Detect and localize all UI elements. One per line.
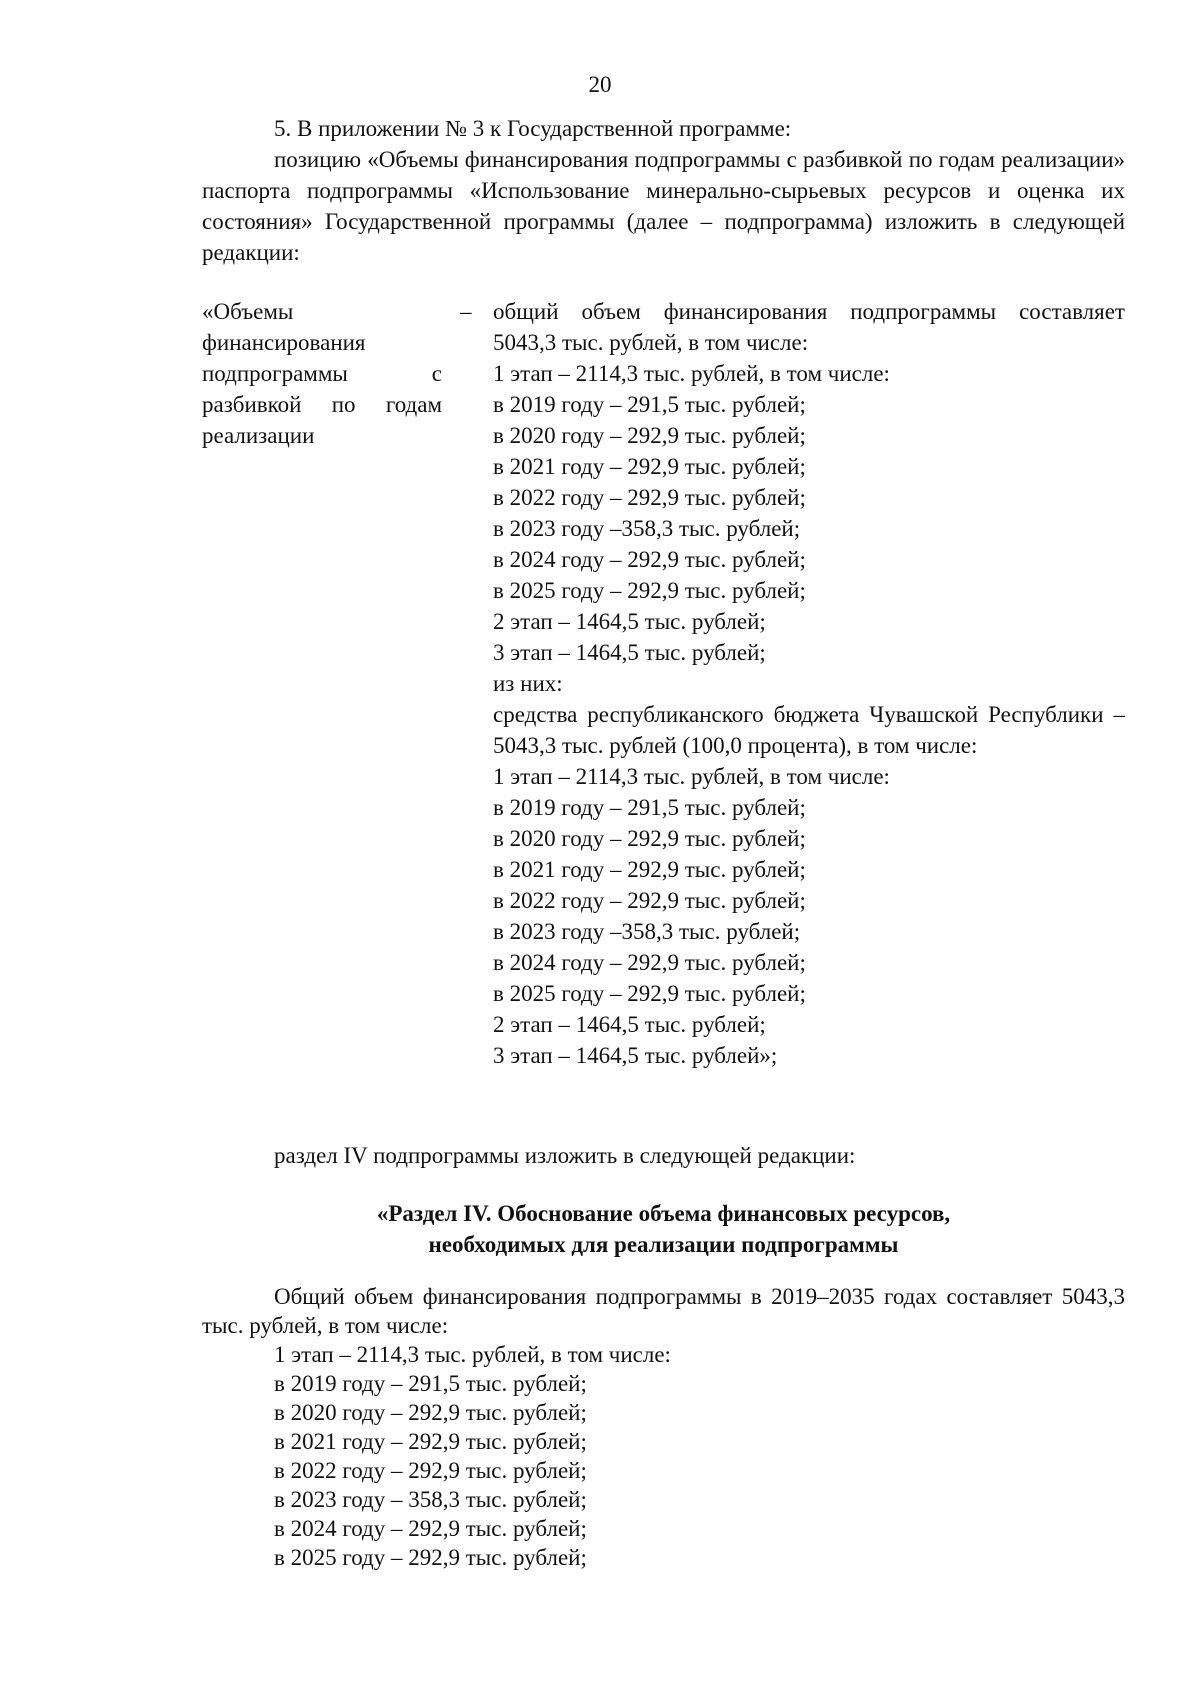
page-number: 20	[588, 72, 612, 97]
passport-line: в 2022 году – 292,9 тыс. рублей;	[493, 485, 806, 510]
section-line: 1 этап – 2114,3 тыс. рублей, в том числе:	[274, 1342, 671, 1367]
passport-line: 1 этап – 2114,3 тыс. рублей, в том числе:	[493, 361, 890, 386]
passport-line: в 2021 году – 292,9 тыс. рублей;	[493, 857, 806, 882]
section-paragraph: Общий объем финансирования подпрограммы в 2019–2035 годах составляет 5043,3 тыс. рублей, в том числе:	[202, 1284, 1125, 1338]
section-lead: раздел IV подпрограммы изложить в следующей редакции:	[274, 1143, 856, 1168]
section-line: в 2023 году – 358,3 тыс. рублей;	[274, 1487, 587, 1512]
passport-line: в 2020 году – 292,9 тыс. рублей;	[493, 423, 806, 448]
section-title	[202, 1198, 1125, 1260]
passport-line: в 2025 году – 292,9 тыс. рублей;	[493, 578, 806, 603]
passport-dash: –	[460, 299, 472, 324]
section-title-line: необходимых для реализации подпрограммы	[428, 1232, 899, 1257]
passport-line: в 2022 году – 292,9 тыс. рублей;	[493, 888, 806, 913]
passport-line: 3 этап – 1464,5 тыс. рублей»;	[493, 1043, 778, 1068]
passport-line: в 2023 году –358,3 тыс. рублей;	[493, 919, 801, 944]
passport-line: 2 этап – 1464,5 тыс. рублей;	[493, 609, 766, 634]
passport-line: в 2021 году – 292,9 тыс. рублей;	[493, 454, 806, 479]
intro-block	[202, 113, 1125, 268]
section-line: в 2020 году – 292,9 тыс. рублей;	[274, 1400, 587, 1425]
passport-line: в 2019 году – 291,5 тыс. рублей;	[493, 392, 806, 417]
passport-label: «Объемы финансирования подпрограммы с разбивкой по годам реализации	[202, 299, 442, 448]
section-line: в 2022 году – 292,9 тыс. рублей;	[274, 1458, 587, 1483]
passport-line: из них:	[493, 671, 563, 696]
section-line: в 2021 году – 292,9 тыс. рублей;	[274, 1429, 587, 1454]
passport-values	[493, 296, 1125, 1071]
intro-paragraph: позицию «Объемы финансирования подпрограммы с разбивкой по годам реализации» паспорта подпрограммы «Использование минерально-сырьевых ресурсов и оценка их состояния» Государственной программы (далее – подпрограмма) изложить в следующей редакции:	[202, 147, 1125, 265]
passport-line: 3 этап – 1464,5 тыс. рублей;	[493, 640, 766, 665]
passport-line: в 2020 году – 292,9 тыс. рублей;	[493, 826, 806, 851]
passport-line: в 2024 году – 292,9 тыс. рублей;	[493, 950, 806, 975]
section-line: в 2024 году – 292,9 тыс. рублей;	[274, 1516, 587, 1541]
passport-line: 2 этап – 1464,5 тыс. рублей;	[493, 1012, 766, 1037]
section-line: в 2019 году – 291,5 тыс. рублей;	[274, 1371, 587, 1396]
passport-line: в 2024 году – 292,9 тыс. рублей;	[493, 547, 806, 572]
passport-line: общий объем финансирования подпрограммы составляет 5043,3 тыс. рублей, в том числе:	[493, 299, 1125, 355]
section-line: в 2025 году – 292,9 тыс. рублей;	[274, 1545, 587, 1570]
passport-line: в 2019 году – 291,5 тыс. рублей;	[493, 795, 806, 820]
passport-line: средства республиканского бюджета Чувашской Республики – 5043,3 тыс. рублей (100,0 процента), в том числе:	[493, 702, 1125, 758]
passport-line: в 2025 году – 292,9 тыс. рублей;	[493, 981, 806, 1006]
section-title-line: «Раздел IV. Обоснование объема финансовых ресурсов,	[376, 1201, 951, 1226]
passport-line: 1 этап – 2114,3 тыс. рублей, в том числе:	[493, 764, 890, 789]
passport-line: в 2023 году –358,3 тыс. рублей;	[493, 516, 801, 541]
intro-item: 5. В приложении № 3 к Государственной программе:	[274, 116, 792, 141]
section-body	[202, 1282, 1125, 1572]
